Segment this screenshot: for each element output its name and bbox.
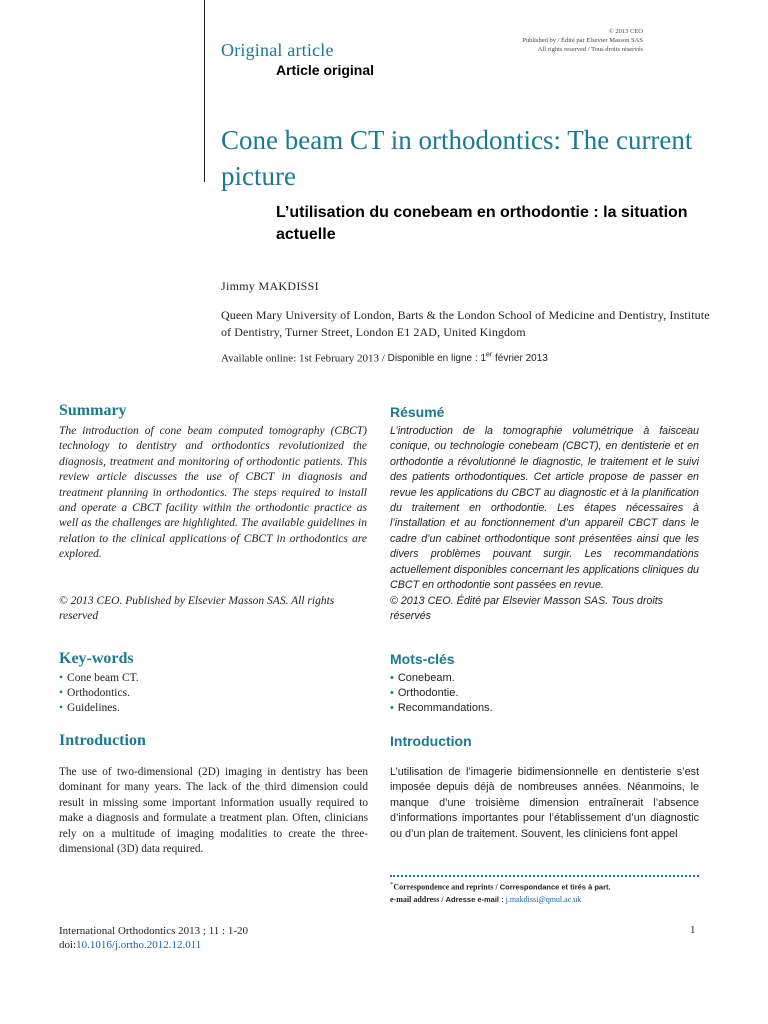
correspondence-label-fr: Correspondance et tirés à part. <box>499 882 611 892</box>
availability-fr-sup: er <box>486 352 493 359</box>
resume-text: L’introduction de la tomographie volumétrique à faisceau conique, ou technologie conebeam (CBCT), en dentisterie et en orthodontie a révolutionné le diagnostic, le traitement et le suivi des patients orthodontiques. Cet article propose de passer en revue les applications du CBCT au diagnostic et à la planification du traitement en orthodontie. Les étapes nécessaires à l’installation et au fonctionnement d’un appareil CBCT dans le cadre d’un cabinet orthodontique sont présentées ainsi que les divers problèmes pouvant surgir. Les recommandations actuellement disponibles concernant les applications cliniques du CBCT en orthodontie sont passées en revue. <box>390 425 699 592</box>
header-vertical-rule <box>204 0 205 182</box>
section-label-fr: Article original <box>276 62 375 78</box>
bullet-icon: • <box>390 702 394 714</box>
keyword-text: Cone beam CT. <box>67 672 139 684</box>
section-label: Original article <box>221 40 334 60</box>
doi-line <box>59 938 248 952</box>
email-link[interactable]: j.makdissi@qmul.ac.uk <box>505 894 582 904</box>
correspondence-label-en: Correspondence and reprints / <box>393 882 500 892</box>
introduction-text-fr: L’utilisation de l’imagerie bidimensionnelle en dentisterie s’est imposée depuis déjà de nombreuses années. Néanmoins, le manque d’une troisième dimension entraînerait l’absence d’informations importantes pour l’établissement d’un diagnostic ou d’un plan de traitement. Souvent, les cliniciens font appel <box>390 766 699 840</box>
keyword-item <box>59 686 139 701</box>
keyword-text: Orthodontie. <box>397 687 459 699</box>
article-subtitle-fr: L’utilisation du conebeam en orthodontie : la situation actuelle <box>276 204 688 243</box>
email-label-en: e-mail address / <box>390 894 446 904</box>
availability-fr <box>388 353 548 364</box>
keyword-item <box>59 671 139 686</box>
doi-prefix: doi: <box>59 939 77 951</box>
keywords-heading-en: Key-words <box>59 650 134 667</box>
correspondence-line <box>390 879 710 894</box>
keyword-item <box>59 701 139 716</box>
keyword-item <box>390 686 493 701</box>
keyword-text: Guidelines. <box>67 702 120 714</box>
bullet-icon: • <box>390 672 394 684</box>
correspondence-footnote <box>390 879 710 906</box>
availability-date <box>221 352 548 364</box>
email-label-fr: Adresse e-mail : <box>445 894 506 904</box>
keywords-list-fr <box>390 671 493 716</box>
summary-heading: Summary <box>59 402 127 419</box>
keyword-text: Orthodontics. <box>67 687 130 699</box>
page-number: 1 <box>690 924 696 936</box>
copyright-notice <box>522 27 643 54</box>
introduction-heading-en: Introduction <box>59 732 146 749</box>
email-line <box>390 894 710 906</box>
availability-fr-prefix: Disponible en ligne : 1 <box>387 353 487 365</box>
keyword-item <box>390 671 493 686</box>
introduction-heading-fr: Introduction <box>390 733 472 749</box>
keyword-text: Conebeam. <box>397 672 455 684</box>
copyright-line: Published by / Édité par Elsevier Masson SAS <box>522 37 643 44</box>
article-title: Cone beam CT in orthodontics: The current picture <box>221 125 693 191</box>
footnote-divider <box>390 875 699 877</box>
resume-heading: Résumé <box>390 404 445 420</box>
summary-copyright: © 2013 CEO. Published by Elsevier Masson SAS. All rights reserved <box>59 595 335 623</box>
bullet-icon: • <box>390 687 394 699</box>
summary-text: The introduction of cone beam computed tomography (CBCT) technology to dentistry and orthodontics revolutionized the diagnosis, treatment and monitoring of orthodontic patients. This review article discusses the use of CBCT in diagnosis and treatment planning in orthodontics. The steps required to install and operate a CBCT facility within the orthodontic practice as well as the challenges are highlighted. The available guidelines in relation to the clinical applications of CBCT in orthodontics are explored. <box>59 425 367 561</box>
keyword-item <box>390 701 493 716</box>
author-name: Jimmy MAKDISSI <box>221 279 319 293</box>
availability-fr-suffix: février 2013 <box>492 353 548 365</box>
keywords-list-en <box>59 671 139 716</box>
author-affiliation: Queen Mary University of London, Barts & the London School of Medicine and Dentistry, Institute of Dentistry, Turner Street, London E1 2AD, United Kingdom <box>221 308 710 339</box>
bullet-icon: • <box>59 672 64 684</box>
introduction-text-en: The use of two-dimensional (2D) imaging in dentistry has been dominant for many years. The lack of the third dimension could result in missing some important information usually required to make a diagnosis and formulate a treatment plan. Often, clinicians rely on a multitude of imaging modalities to create the three-dimensional (3D) data required. <box>59 766 368 856</box>
keywords-heading-fr: Mots-clés <box>390 651 455 667</box>
copyright-line: © 2013 CEO <box>608 28 643 35</box>
copyright-line: All rights reserved / Tous droits réservés <box>537 46 643 53</box>
resume-copyright: © 2013 CEO. Édité par Elsevier Masson SAS. Tous droits réservés <box>390 595 664 623</box>
bullet-icon: • <box>59 702 64 714</box>
journal-citation: International Orthodontics 2013 ; 11 : 1-20 <box>59 925 249 937</box>
availability-en: Available online: 1st February 2013 / <box>221 352 388 365</box>
keyword-text: Recommandations. <box>397 702 493 714</box>
footnote-marker: * <box>390 881 394 888</box>
footer-citation <box>59 924 248 952</box>
bullet-icon: • <box>59 687 64 699</box>
doi-link[interactable]: 10.1016/j.ortho.2012.12.011 <box>76 939 202 951</box>
